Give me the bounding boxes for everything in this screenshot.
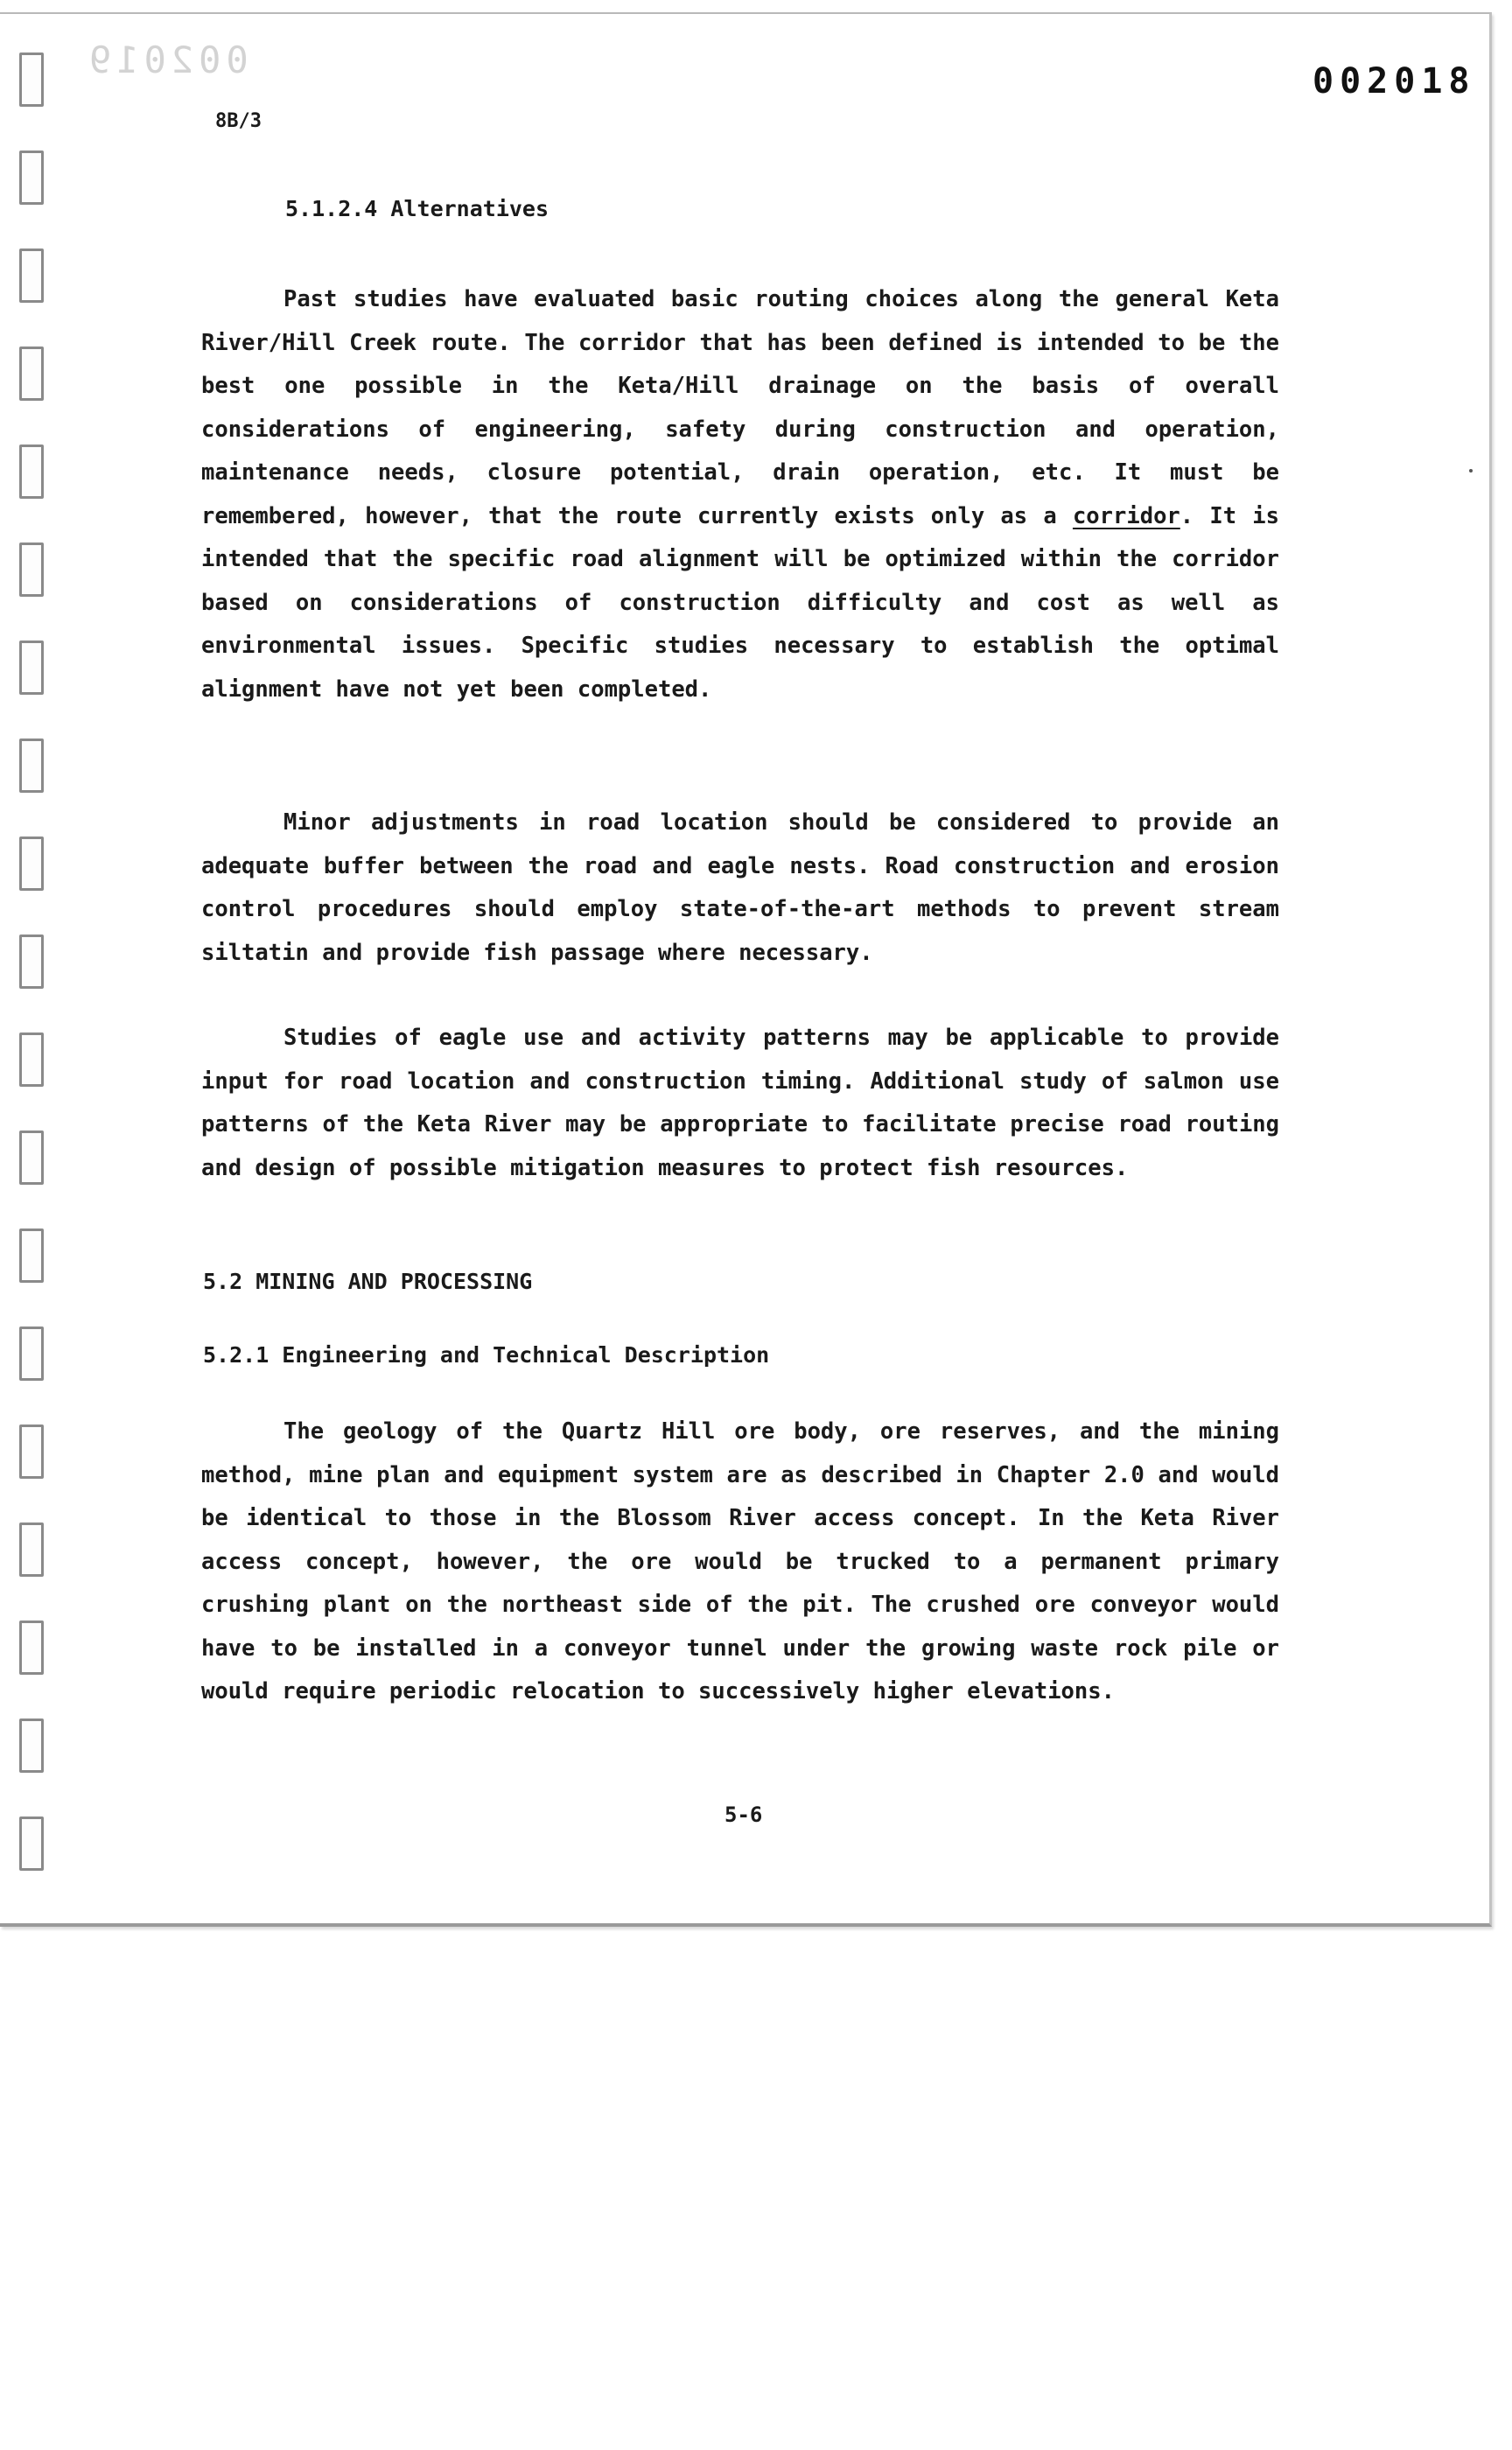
binder-hole (19, 1718, 44, 1773)
document-page (0, 12, 1492, 1927)
binder-hole (19, 1032, 44, 1087)
binder-hole (19, 150, 44, 205)
section-heading-alternatives: 5.1.2.4 Alternatives (285, 196, 550, 221)
underlined-term: corridor (1072, 502, 1180, 529)
speck-mark (1469, 469, 1473, 472)
binder-hole (19, 248, 44, 303)
paragraph-geology: The geology of the Quartz Hill ore body, ore reserves, and the mining method, mine plan and equipment system are as described in Chapter 2.0 and would be identical to those in the Blossom River access concept. In the Keta River access concept, however, the ore would be trucked to a permanent primary crushing plant on the northeast side of the pit. The crushed ore conveyor would have to be installed in a conveyor tunnel under the growing waste rock pile or would require periodic relocation to successively higher elevations. (201, 1418, 1279, 1704)
document-stamp-number: 002018 (1312, 61, 1476, 102)
page-number: 5-6 (724, 1802, 763, 1827)
binder-holes (19, 52, 49, 1890)
binder-hole (19, 542, 44, 597)
bleed-through-number: 002019 (84, 38, 248, 81)
paragraph-routing (201, 278, 1279, 711)
binder-hole (19, 934, 44, 989)
binder-hole (19, 738, 44, 793)
binder-hole (19, 1816, 44, 1871)
binder-hole (19, 640, 44, 695)
binder-hole (19, 444, 44, 499)
binder-hole (19, 52, 44, 107)
section-heading-engineering: 5.2.1 Engineering and Technical Description (203, 1342, 770, 1368)
binder-hole (19, 1522, 44, 1577)
paragraph-routing-text: Past studies have evaluated basic routing choices along the general Keta River/Hill Creek route. The corridor that has been defined is intended to be the best one possible in the Keta/Hill drainage on the basis of overall considerations of engineering, safety during construction and operation, maintenance needs, closure potential, drain operation, etc. It must be remembered, however, that the route currently exists only as a (201, 286, 1279, 529)
binder-hole (19, 836, 44, 891)
binder-hole (19, 346, 44, 401)
binder-hole (19, 1620, 44, 1675)
paragraph-routing-text-end: . It is intended that the specific road alignment will be optimized within the corridor based on considerations of construction difficulty and cost as well as environmental issues. Specific studies necessary to establish the optimal alignment have not yet been completed. (201, 502, 1279, 703)
binder-hole (19, 1326, 44, 1381)
binder-hole (19, 1228, 44, 1283)
header-code: 8B/3 (215, 110, 262, 132)
paragraph-adjustments: Minor adjustments in road location should be considered to provide an adequate buffer between the road and eagle nests. Road construction and erosion control procedures should employ state-of-the-art methods to prevent stream siltatin and provide fish passage where necessary. (201, 809, 1279, 966)
binder-hole (19, 1130, 44, 1185)
section-heading-mining: 5.2 MINING AND PROCESSING (203, 1269, 533, 1294)
binder-hole (19, 1424, 44, 1479)
paragraph-eagle-studies: Studies of eagle use and activity patterns may be applicable to provide input for road location and construction timing. Additional study of salmon use patterns of the Keta River may be appropriate to facilitate precise road routing and design of possible mitigation measures to protect fish resources. (201, 1025, 1279, 1181)
